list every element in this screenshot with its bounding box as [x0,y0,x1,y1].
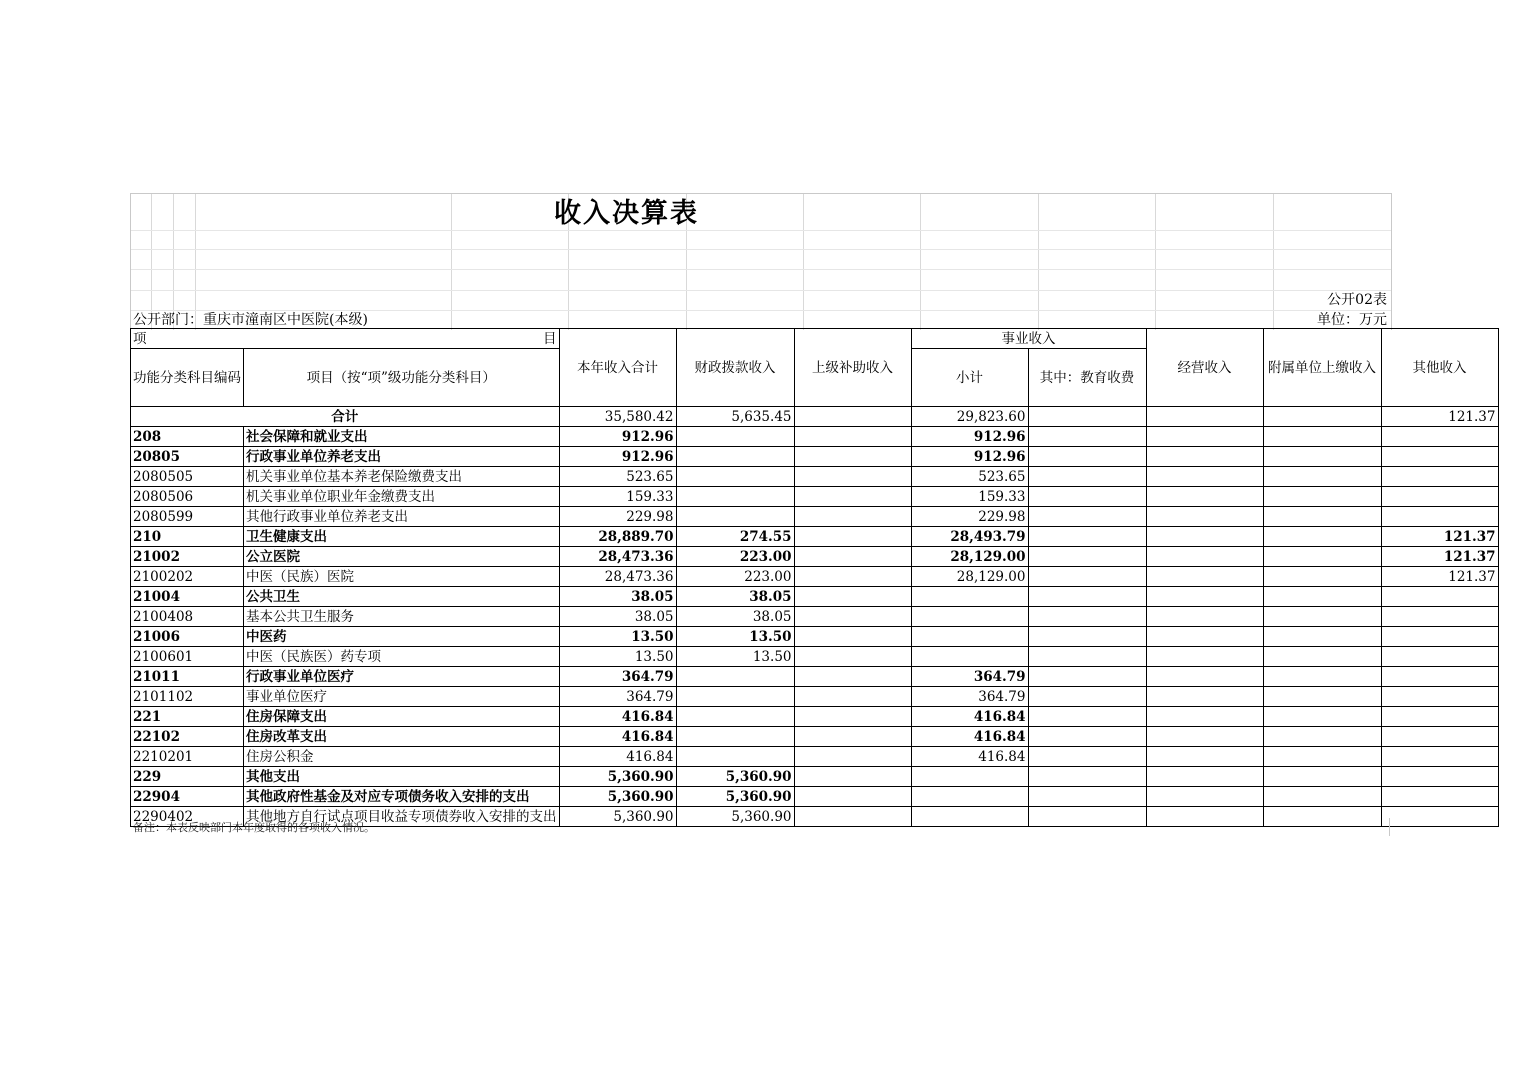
row-superior [794,567,911,587]
row-affiliated [1263,687,1381,707]
row-other [1381,667,1498,687]
header-subtotal: 小计 [911,349,1028,407]
table-row [131,567,1499,587]
header-total: 本年收入合计 [559,329,676,407]
row-other [1381,607,1498,627]
footnote: 备注：本表反映部门本年度取得的各项收入情况。 [133,821,375,834]
row-operating [1146,747,1263,767]
row-total: 13.50 [559,627,676,647]
row-other [1381,447,1498,467]
row-education [1028,527,1146,547]
row-total: 28,889.70 [559,527,676,547]
row-subtotal [911,787,1028,807]
row-total: 229.98 [559,507,676,527]
row-other [1381,627,1498,647]
row-superior [794,507,911,527]
row-affiliated [1263,667,1381,687]
row-subtotal: 416.84 [911,727,1028,747]
row-code: 208 [131,427,244,447]
row-name: 卫生健康支出 [244,527,560,547]
table-row [131,647,1499,667]
row-total: 5,360.90 [559,767,676,787]
row-superior [794,527,911,547]
row-affiliated [1263,627,1381,647]
row-name: 事业单位医疗 [244,687,560,707]
row-superior [794,807,911,827]
row-fiscal: 223.00 [676,567,794,587]
row-superior [794,667,911,687]
row-operating [1146,727,1263,747]
row-operating [1146,627,1263,647]
row-superior [794,727,911,747]
total-operating [1146,407,1263,427]
row-education [1028,587,1146,607]
row-education [1028,687,1146,707]
row-operating [1146,547,1263,567]
row-affiliated [1263,607,1381,627]
row-total: 28,473.36 [559,547,676,567]
row-education [1028,507,1146,527]
row-total: 5,360.90 [559,787,676,807]
row-name: 其他政府性基金及对应专项债务收入安排的支出 [244,787,560,807]
row-subtotal: 28,129.00 [911,567,1028,587]
row-subtotal: 28,129.00 [911,547,1028,567]
row-affiliated [1263,547,1381,567]
row-education [1028,727,1146,747]
row-code: 2101102 [131,687,244,707]
row-operating [1146,527,1263,547]
row-code: 2080599 [131,507,244,527]
row-subtotal [911,767,1028,787]
row-fiscal [676,507,794,527]
table-row [131,707,1499,727]
row-total: 28,473.36 [559,567,676,587]
row-subtotal [911,607,1028,627]
row-total: 13.50 [559,647,676,667]
row-affiliated [1263,567,1381,587]
row-operating [1146,587,1263,607]
row-name: 其他支出 [244,767,560,787]
row-fiscal: 38.05 [676,587,794,607]
row-name: 中医（民族医）药专项 [244,647,560,667]
row-superior [794,767,911,787]
header-affiliated: 附属单位上缴收入 [1263,329,1381,407]
row-total: 416.84 [559,707,676,727]
table-row [131,487,1499,507]
table-row [131,547,1499,567]
row-affiliated [1263,427,1381,447]
row-code: 2100408 [131,607,244,627]
row-fiscal: 5,360.90 [676,787,794,807]
row-education [1028,567,1146,587]
row-subtotal: 912.96 [911,427,1028,447]
row-name: 行政事业单位医疗 [244,667,560,687]
row-superior [794,487,911,507]
row-name: 其他地方自行试点项目收益专项债券收入安排的支出 [244,807,560,827]
row-name: 行政事业单位养老支出 [244,447,560,467]
table-row [131,587,1499,607]
row-education [1028,487,1146,507]
row-code: 20805 [131,447,244,467]
row-subtotal [911,587,1028,607]
total-other: 121.37 [1381,407,1498,427]
row-fiscal: 13.50 [676,627,794,647]
row-name: 中医（民族）医院 [244,567,560,587]
row-operating [1146,807,1263,827]
income-table [130,328,1499,827]
row-subtotal: 229.98 [911,507,1028,527]
row-operating [1146,507,1263,527]
row-operating [1146,787,1263,807]
table-row [131,527,1499,547]
row-other [1381,807,1498,827]
row-code: 22102 [131,727,244,747]
row-total: 523.65 [559,467,676,487]
header-fiscal: 财政拨款收入 [676,329,794,407]
row-operating [1146,427,1263,447]
row-other [1381,467,1498,487]
row-other [1381,707,1498,727]
row-total: 416.84 [559,727,676,747]
row-subtotal: 28,493.79 [911,527,1028,547]
total-label: 合计 [131,407,560,427]
row-operating [1146,767,1263,787]
table-row [131,467,1499,487]
total-fiscal: 5,635.45 [676,407,794,427]
row-code: 210 [131,527,244,547]
row-name: 社会保障和就业支出 [244,427,560,447]
table-row [131,727,1499,747]
row-code: 21004 [131,587,244,607]
row-superior [794,647,911,667]
row-fiscal: 223.00 [676,547,794,567]
row-other: 121.37 [1381,527,1498,547]
row-subtotal [911,647,1028,667]
row-education [1028,707,1146,727]
total-subtotal: 29,823.60 [911,407,1028,427]
row-affiliated [1263,467,1381,487]
row-affiliated [1263,527,1381,547]
row-superior [794,787,911,807]
row-superior [794,547,911,567]
header-business: 事业收入 [911,329,1146,349]
row-affiliated [1263,447,1381,467]
row-name: 住房公积金 [244,747,560,767]
row-code: 21011 [131,667,244,687]
row-affiliated [1263,767,1381,787]
row-subtotal: 416.84 [911,707,1028,727]
unit-label: 单位：万元 [1317,312,1387,328]
row-subtotal: 416.84 [911,747,1028,767]
row-subtotal: 364.79 [911,687,1028,707]
row-subtotal: 912.96 [911,447,1028,467]
row-fiscal: 5,360.90 [676,807,794,827]
row-subtotal: 364.79 [911,667,1028,687]
row-fiscal [676,687,794,707]
row-fiscal: 13.50 [676,647,794,667]
row-name: 机关事业单位职业年金缴费支出 [244,487,560,507]
row-name: 住房改革支出 [244,727,560,747]
row-total: 38.05 [559,587,676,607]
row-other: 121.37 [1381,547,1498,567]
row-education [1028,647,1146,667]
row-code: 2290402 [131,807,244,827]
total-affiliated [1263,407,1381,427]
table-row [131,747,1499,767]
row-name: 机关事业单位基本养老保险缴费支出 [244,467,560,487]
row-affiliated [1263,727,1381,747]
row-affiliated [1263,807,1381,827]
row-other [1381,427,1498,447]
row-name: 基本公共卫生服务 [244,607,560,627]
row-fiscal [676,727,794,747]
table-row-total [131,407,1499,427]
row-name: 中医药 [244,627,560,647]
row-education [1028,607,1146,627]
row-superior [794,447,911,467]
header-item: 项 目 [131,329,560,349]
row-superior [794,587,911,607]
row-education [1028,627,1146,647]
table-body [131,407,1499,827]
row-fiscal [676,667,794,687]
row-code: 21006 [131,627,244,647]
row-operating [1146,567,1263,587]
row-other: 121.37 [1381,567,1498,587]
row-affiliated [1263,747,1381,767]
row-fiscal: 38.05 [676,607,794,627]
total-superior [794,407,911,427]
table-row [131,787,1499,807]
row-superior [794,627,911,647]
row-code: 2080505 [131,467,244,487]
row-fiscal [676,427,794,447]
row-subtotal: 159.33 [911,487,1028,507]
row-superior [794,707,911,727]
row-operating [1146,467,1263,487]
table-row [131,507,1499,527]
row-code: 22904 [131,787,244,807]
row-superior [794,747,911,767]
header-name: 项目（按“项”级功能分类科目） [244,349,560,407]
row-other [1381,787,1498,807]
row-education [1028,547,1146,567]
row-affiliated [1263,647,1381,667]
row-operating [1146,707,1263,727]
form-number: 公开02表 [1327,292,1387,308]
row-operating [1146,687,1263,707]
row-other [1381,767,1498,787]
row-education [1028,747,1146,767]
table-row [131,667,1499,687]
row-education [1028,467,1146,487]
row-code: 21002 [131,547,244,567]
header-other: 其他收入 [1381,329,1498,407]
row-education [1028,767,1146,787]
row-affiliated [1263,707,1381,727]
header-code: 功能分类科目编码 [131,349,244,407]
header-superior: 上级补助收入 [794,329,911,407]
row-code: 2210201 [131,747,244,767]
row-operating [1146,647,1263,667]
row-fiscal [676,707,794,727]
row-fiscal [676,487,794,507]
row-fiscal: 5,360.90 [676,767,794,787]
row-code: 229 [131,767,244,787]
row-operating [1146,607,1263,627]
table-row [131,687,1499,707]
row-fiscal [676,747,794,767]
row-subtotal [911,627,1028,647]
row-superior [794,467,911,487]
table-row [131,607,1499,627]
row-total: 364.79 [559,687,676,707]
row-superior [794,687,911,707]
row-education [1028,667,1146,687]
row-affiliated [1263,787,1381,807]
row-other [1381,687,1498,707]
row-name: 其他行政事业单位养老支出 [244,507,560,527]
department-label: 公开部门：重庆市潼南区中医院(本级) [133,312,368,328]
row-code: 221 [131,707,244,727]
row-education [1028,787,1146,807]
row-operating [1146,667,1263,687]
row-other [1381,487,1498,507]
row-total: 38.05 [559,607,676,627]
row-total: 912.96 [559,427,676,447]
table-row [131,627,1499,647]
row-name: 公立医院 [244,547,560,567]
row-other [1381,747,1498,767]
header-operating: 经营收入 [1146,329,1263,407]
row-other [1381,587,1498,607]
row-other [1381,647,1498,667]
header-education: 其中：教育收费 [1028,349,1146,407]
row-subtotal: 523.65 [911,467,1028,487]
row-code: 2100202 [131,567,244,587]
table-row [131,767,1499,787]
row-total: 364.79 [559,667,676,687]
row-affiliated [1263,487,1381,507]
row-total: 416.84 [559,747,676,767]
row-superior [794,607,911,627]
row-fiscal [676,467,794,487]
row-subtotal [911,807,1028,827]
row-code: 2080506 [131,487,244,507]
row-affiliated [1263,507,1381,527]
row-education [1028,447,1146,467]
row-affiliated [1263,587,1381,607]
table-row [131,427,1499,447]
row-name: 公共卫生 [244,587,560,607]
total-total: 35,580.42 [559,407,676,427]
row-education [1028,807,1146,827]
row-fiscal: 274.55 [676,527,794,547]
row-operating [1146,447,1263,467]
row-education [1028,427,1146,447]
row-superior [794,427,911,447]
report-title: 收入决算表 [554,198,699,229]
row-total: 5,360.90 [559,807,676,827]
row-other [1381,507,1498,527]
row-total: 159.33 [559,487,676,507]
sheet-edge [1389,818,1390,836]
total-education [1028,407,1146,427]
row-fiscal [676,447,794,467]
row-other [1381,727,1498,747]
row-operating [1146,487,1263,507]
row-name: 住房保障支出 [244,707,560,727]
row-code: 2100601 [131,647,244,667]
row-total: 912.96 [559,447,676,467]
table-row [131,447,1499,467]
